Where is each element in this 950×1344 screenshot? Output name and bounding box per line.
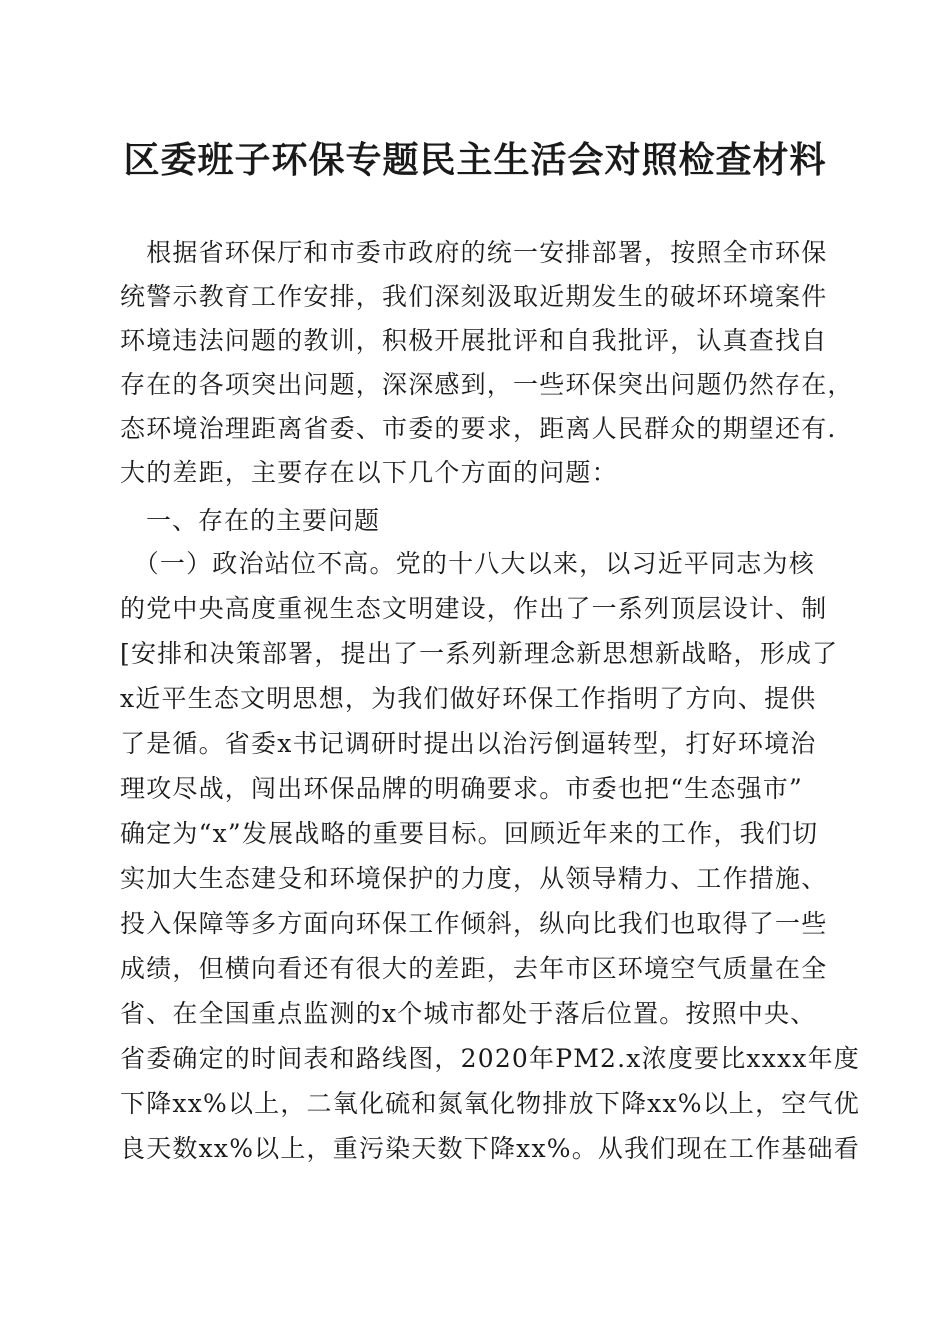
intro-line-4: 存在的各项突出问题，深深感到，一些环保突出问题仍然存在， bbox=[120, 370, 854, 399]
intro-line-5: 态环境治理距离省委、市委的要求，距离人民群众的期望还有. bbox=[120, 414, 837, 443]
body-line-1: （一）政治站位不高。党的十八大以来，以习近平同志为核 bbox=[120, 549, 815, 578]
intro-line-2: 统警示教育工作安排，我们深刻汲取近期发生的破坏环境案件 bbox=[120, 282, 828, 311]
body-line-14: 良天数xx%以上，重污染天数下降xx%。从我们现在工作基础看 bbox=[120, 1134, 860, 1163]
section-heading: 一、存在的主要问题 bbox=[120, 506, 381, 535]
body-line-13: 下降xx%以上，二氧化硫和氮氧化物排放下降xx%以上，空气优 bbox=[120, 1089, 860, 1118]
body-line-4: x近平生态文明思想，为我们做好环保工作指明了方向、提供 bbox=[120, 684, 817, 713]
body-line-10: 成绩，但横向看还有很大的差距，去年市区环境空气质量在全 bbox=[120, 954, 828, 983]
body-line-12: 省委确定的时间表和路线图，2020年PM2.x浓度要比xxxx年度 bbox=[120, 1044, 860, 1073]
intro-line-1: 根据省环保厅和市委市政府的统一安排部署，按照全市环保 bbox=[120, 238, 828, 267]
body-line-2: 的党中央高度重视生态文明建设，作出了一系列顶层设计、制 bbox=[120, 594, 828, 623]
document-title: 区委班子环保专题民主生活会对照检查材料 bbox=[123, 139, 827, 181]
body-line-11: 省、在全国重点监测的x个城市都处于落后位置。按照中央、 bbox=[120, 999, 817, 1028]
body-line-9: 投入保障等多方面向环保工作倾斜，纵向比我们也取得了一些 bbox=[120, 909, 828, 938]
body-line-5: 了是循。省委x书记调研时提出以治污倒逼转型，打好环境治 bbox=[120, 729, 817, 758]
intro-line-6: 大的差距，主要存在以下几个方面的问题： bbox=[120, 458, 618, 487]
body-line-6: 理攻尽战，闯出环保品牌的明确要求。市委也把“生态强市” bbox=[120, 774, 803, 803]
body-line-3: [安排和决策部署，提出了一系列新理念新思想新战略，形成了 bbox=[120, 639, 839, 668]
body-line-8: 实加大生态建殳和环境保护的力度，从领导精力、工作措施、 bbox=[120, 864, 828, 893]
body-line-7: 确定为“x”发展战略的重要目标。回顾近年来的工作，我们切 bbox=[120, 819, 819, 848]
intro-line-3: 环境违法问题的教训，积极开展批评和自我批评，认真查找自 bbox=[120, 326, 828, 355]
